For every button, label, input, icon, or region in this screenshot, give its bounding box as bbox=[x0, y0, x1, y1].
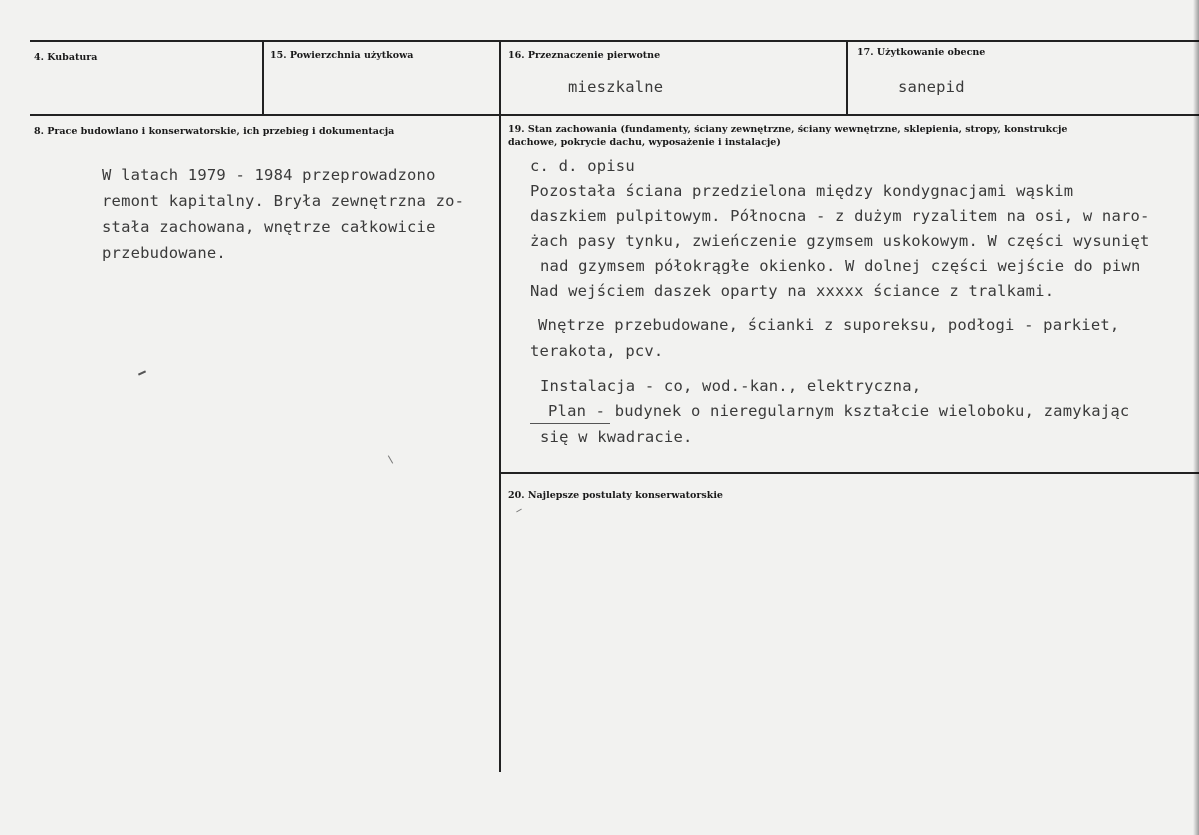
top-rule bbox=[30, 40, 1199, 42]
field-17-value: sanepid bbox=[898, 78, 965, 96]
plan-underline bbox=[530, 423, 610, 424]
field-8-line: W latach 1979 - 1984 przeprowadzono bbox=[102, 166, 436, 184]
divider-16-17 bbox=[846, 40, 848, 116]
field-19-line: się w kwadracie. bbox=[540, 428, 693, 446]
field-16-value: mieszkalne bbox=[568, 78, 664, 96]
field-19-line: terakota, pcv. bbox=[530, 342, 664, 360]
row3-top-rule bbox=[500, 472, 1199, 474]
field-19-line: Wnętrze przebudowane, ścianki z suporeksu, podłogi - parkiet, bbox=[538, 316, 1120, 334]
field-8-label: 8. Prace budowlano i konserwatorskie, ich przebieg i dokumentacja bbox=[34, 126, 395, 137]
field-20-label: 20. Najlepsze postulaty konserwatorskie bbox=[508, 490, 723, 501]
field-19-line: Plan - budynek o nieregularnym kształcie wieloboku, zamykając bbox=[548, 402, 1130, 420]
field-15-label: 15. Powierzchnia użytkowa bbox=[270, 50, 414, 61]
field-16-label: 16. Przeznaczenie pierwotne bbox=[508, 50, 661, 61]
field-8-line: stała zachowana, wnętrze całkowicie bbox=[102, 218, 436, 236]
field-19-line: Instalacja - co, wod.-kan., elektryczna, bbox=[540, 377, 922, 395]
field-19-line: żach pasy tynku, zwieńczenie gzymsem uskokowym. W części wysunięt bbox=[530, 232, 1150, 250]
field-17-label: 17. Użytkowanie obecne bbox=[857, 47, 986, 58]
field-8-line: przebudowane. bbox=[102, 244, 226, 262]
field-8-line: remont kapitalny. Bryła zewnętrzna zo- bbox=[102, 192, 465, 210]
field-19-line: Nad wejściem daszek oparty na xxxxx ściance z tralkami. bbox=[530, 282, 1055, 300]
scan-speck bbox=[138, 370, 146, 375]
field-19-line: nad gzymsem półokrągłe okienko. W dolnej części wejście do piwn bbox=[540, 257, 1141, 275]
divider-main bbox=[499, 40, 501, 772]
field-4-label: 4. Kubatura bbox=[34, 52, 98, 63]
row1-bottom-rule bbox=[30, 114, 1199, 116]
scan-speck bbox=[388, 455, 393, 463]
field-19-label-line1: 19. Stan zachowania (fundamenty, ściany zewnętrzne, ściany wewnętrzne, sklepienia, stropy, konstrukcje bbox=[508, 124, 1068, 135]
scan-edge-shadow bbox=[1193, 0, 1199, 835]
scan-speck bbox=[516, 509, 522, 513]
divider-4-15 bbox=[262, 40, 264, 116]
field-19-line: daszkiem pulpitowym. Północna - z dużym ryzalitem na osi, w naro- bbox=[530, 207, 1150, 225]
field-19-line: c. d. opisu bbox=[530, 157, 635, 175]
field-19-line: Pozostała ściana przedzielona między kondygnacjami wąskim bbox=[530, 182, 1074, 200]
field-19-label-line2: dachowe, pokrycie dachu, wyposażenie i instalacje) bbox=[508, 137, 781, 148]
